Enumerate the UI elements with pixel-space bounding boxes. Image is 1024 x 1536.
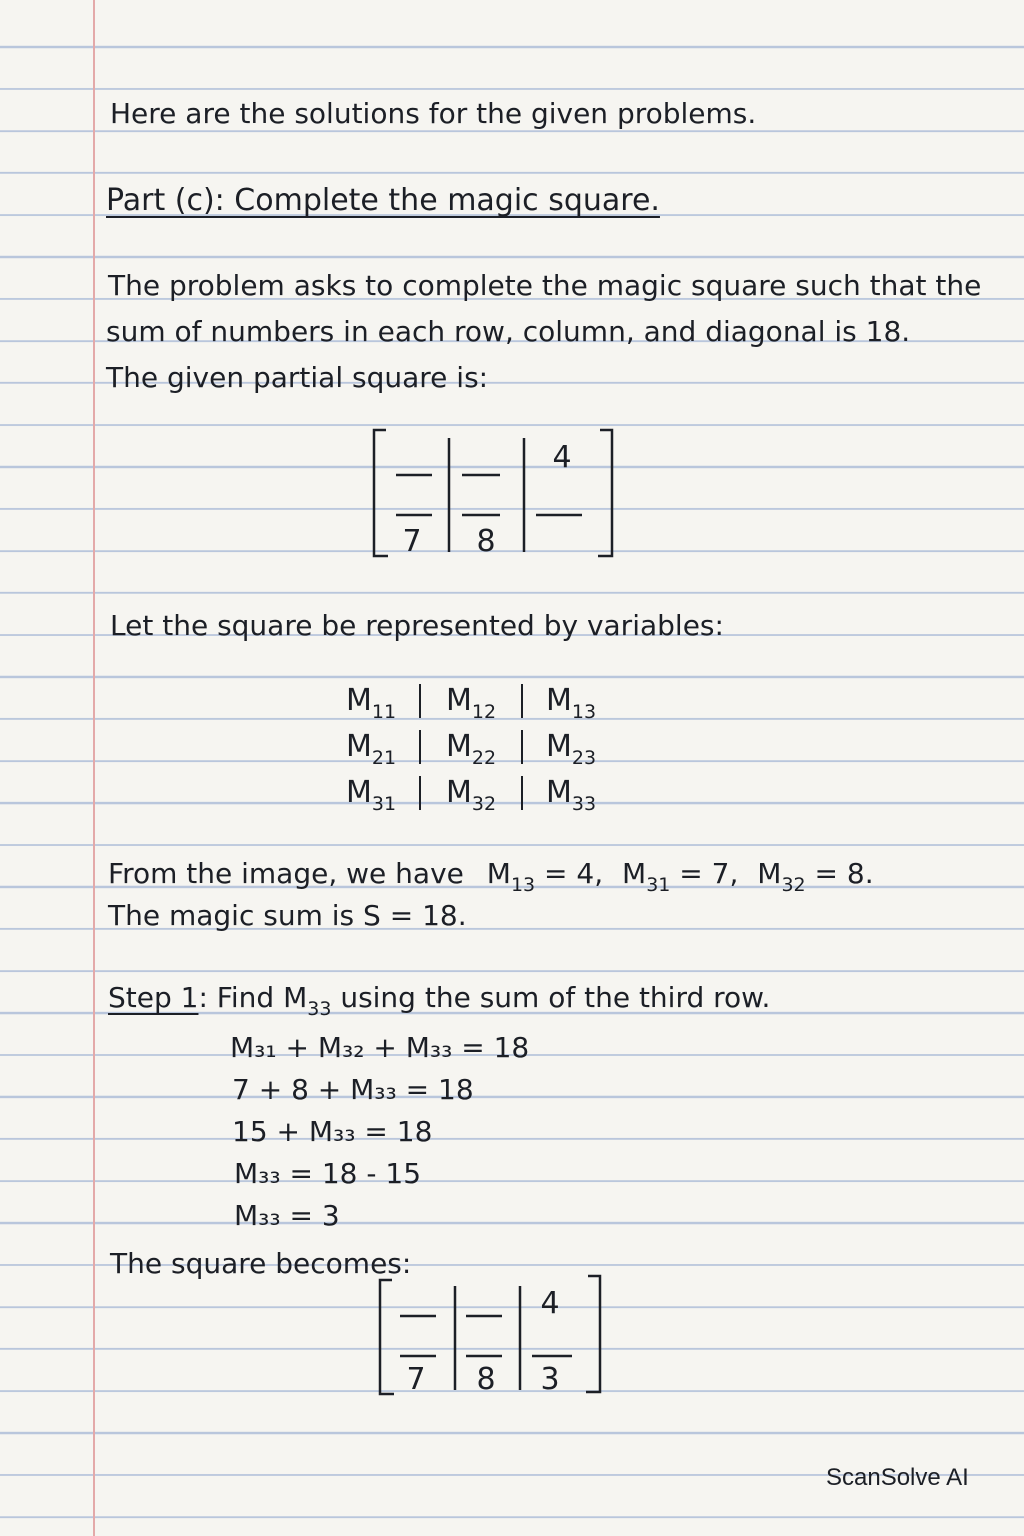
step1-line-4: M₃₃ = 18 - 15 xyxy=(234,1157,422,1190)
part-heading: Part (c): Complete the magic square. xyxy=(106,183,660,218)
updated-m33: 3 xyxy=(540,1362,560,1397)
step1-line-3: 15 + M₃₃ = 18 xyxy=(232,1115,433,1148)
step1-header: Step 1: Find $M_{33}$ using the sum of the third row. xyxy=(108,981,771,1020)
step1-line-5: M₃₃ = 3 xyxy=(234,1199,340,1232)
variable-cell: $M_{32}$ xyxy=(446,775,497,815)
variable-cell: $M_{22}$ xyxy=(446,729,497,769)
problem-line-2: sum of numbers in each row, column, and diagonal is 18. xyxy=(106,315,911,348)
becomes-text: The square becomes: xyxy=(110,1247,412,1280)
partial-m32: 8 xyxy=(476,524,496,559)
problem-line-1: The problem asks to complete the magic square such that the xyxy=(108,269,982,302)
partial-m31: 7 xyxy=(402,524,422,559)
variable-cell: $M_{23}$ xyxy=(546,729,597,769)
given-lead: From the image, we have xyxy=(108,857,464,890)
step1-line-1: M₃₁ + M₃₂ + M₃₃ = 18 xyxy=(230,1031,530,1064)
variable-cell: $M_{31}$ xyxy=(346,775,397,815)
given-m31: = 7, xyxy=(679,857,739,890)
brand-watermark: ScanSolve AI xyxy=(826,1464,969,1491)
given-line: From the image, we have $M_{13} = 4$, $M_{31} = 7$, $M_{32} = 8$. xyxy=(108,857,874,896)
magic-sum: The magic sum is S = 18. xyxy=(108,899,467,932)
variable-cell: $M_{12}$ xyxy=(446,683,497,723)
margin-line xyxy=(93,0,95,1536)
step1-label: Step 1 xyxy=(108,981,199,1014)
updated-m31: 7 xyxy=(406,1362,426,1397)
step1-line-2: 7 + 8 + M₃₃ = 18 xyxy=(232,1073,474,1106)
updated-m32: 8 xyxy=(476,1362,496,1397)
given-m13: = 4, xyxy=(544,857,604,890)
variable-cell: $M_{13}$ xyxy=(546,683,597,723)
variable-cell: $M_{11}$ xyxy=(346,683,397,723)
variable-cell: $M_{33}$ xyxy=(546,775,597,815)
given-m32: = 8. xyxy=(814,857,874,890)
partial-m13: 4 xyxy=(552,440,572,475)
variable-cell: $M_{21}$ xyxy=(346,729,397,769)
problem-line-3: The given partial square is: xyxy=(106,361,489,394)
intro-text: Here are the solutions for the given problems. xyxy=(110,97,757,130)
variables-intro: Let the square be represented by variables: xyxy=(110,609,724,642)
updated-m13: 4 xyxy=(540,1286,560,1321)
